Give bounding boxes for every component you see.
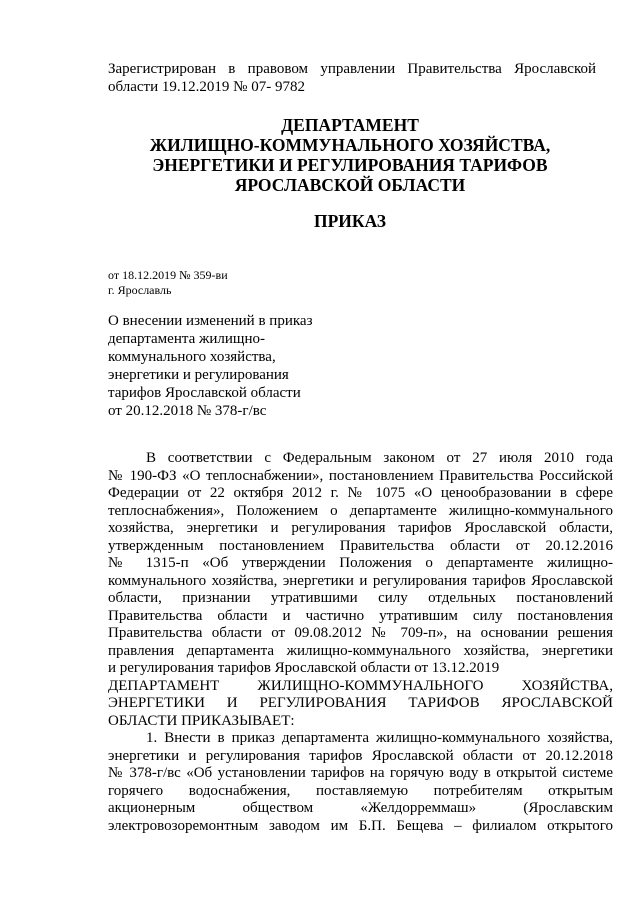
registration-note: Зарегистрирован в правовом управлении Правительства Ярославской области 19.12.2019 № 07- 9782 [108,61,596,95]
body-line: электровозоремонтным заводом им Б.П. Бещева – филиалом открытого [108,817,613,834]
order-title: ПРИКАЗ [313,211,387,231]
order-subject [108,312,348,420]
body-line: теплоснабжения», Положением о департаменте жилищно-коммунального [108,502,613,519]
body-line: ДЕПАРТАМЕНТ ЖИЛИЩНО-КОММУНАЛЬНОГО ХОЗЯЙСТВА, [108,677,613,694]
subject-line: департамента жилищно- [108,331,265,347]
body-line: Правительства области от 09.08.2012 № 709-п», на основании решения [108,625,613,641]
order-meta [108,268,228,298]
body-line: Федерации от 22 октября 2012 г. № 1075 «О ценообразовании в сфере [108,485,613,501]
subject-line: коммунального хозяйства, [108,349,276,365]
body-line: ЭНЕРГЕТИКИ И РЕГУЛИРОВАНИЯ ТАРИФОВ ЯРОСЛАВСКОЙ [108,695,613,711]
subject-line: от 20.12.2018 № 378-г/вс [108,403,267,419]
department-line: ДЕПАРТАМЕНТ [281,115,419,135]
department-header [100,115,600,195]
body-line: правления департамента жилищно-коммунального хозяйства, энергетики [108,642,613,659]
body-line: № 1315-п «Об утверждении Положения о департаменте жилищно- [108,555,613,571]
department-line: ЖИЛИЩНО-КОММУНАЛЬНОГО ХОЗЯЙСТВА, [149,135,551,155]
body-line: № 190-ФЗ «О теплоснабжении», постановлением Правительства Российской [108,467,613,484]
department-line: ЯРОСЛАВСКОЙ ОБЛАСТИ [234,175,466,195]
body-line: горячего водоснабжения, поставляемую потребителям открытым [108,782,613,799]
order-city: г. Ярославль [108,283,172,297]
body-line: Правительства области и частично утратившим силу постановления [108,607,613,624]
subject-line: тарифов Ярославской области [108,385,301,401]
body-line: и регулирования тарифов Ярославской области от 13.12.2019 [108,660,500,676]
body-line: энергетики и регулирования тарифов Ярославской области от 20.12.2018 [108,747,613,764]
department-line: ЭНЕРГЕТИКИ И РЕГУЛИРОВАНИЯ ТАРИФОВ [152,155,548,175]
subject-line: О внесении изменений в приказ [108,313,313,329]
body-line: утвержденным постановлением Правительства области от 20.12.2016 [108,537,613,554]
body-line: ОБЛАСТИ ПРИКАЗЫВАЕТ: [108,712,295,729]
body-line: В соответствии с Федеральным законом от 27 июля 2010 года [146,450,613,466]
body-line: акционерным обществом «Желдорреммаш» (Ярославским [108,800,613,816]
order-body [108,450,613,835]
body-line: коммунального хозяйства, энергетики и регулирования тарифов Ярославской [108,572,613,589]
body-line: хозяйства, энергетики и регулирования тарифов Ярославской области, [108,520,613,536]
body-line: № 378-г/вс «Об установлении тарифов на горячую воду в открытой системе [108,765,613,781]
subject-line: энергетики и регулирования [108,367,289,383]
body-line: области, признании утратившими силу отдельных постановлений [108,590,613,606]
order-number: от 18.12.2019 № 359-ви [108,268,228,282]
body-line: 1. Внести в приказ департамента жилищно-коммунального хозяйства, [146,730,613,746]
